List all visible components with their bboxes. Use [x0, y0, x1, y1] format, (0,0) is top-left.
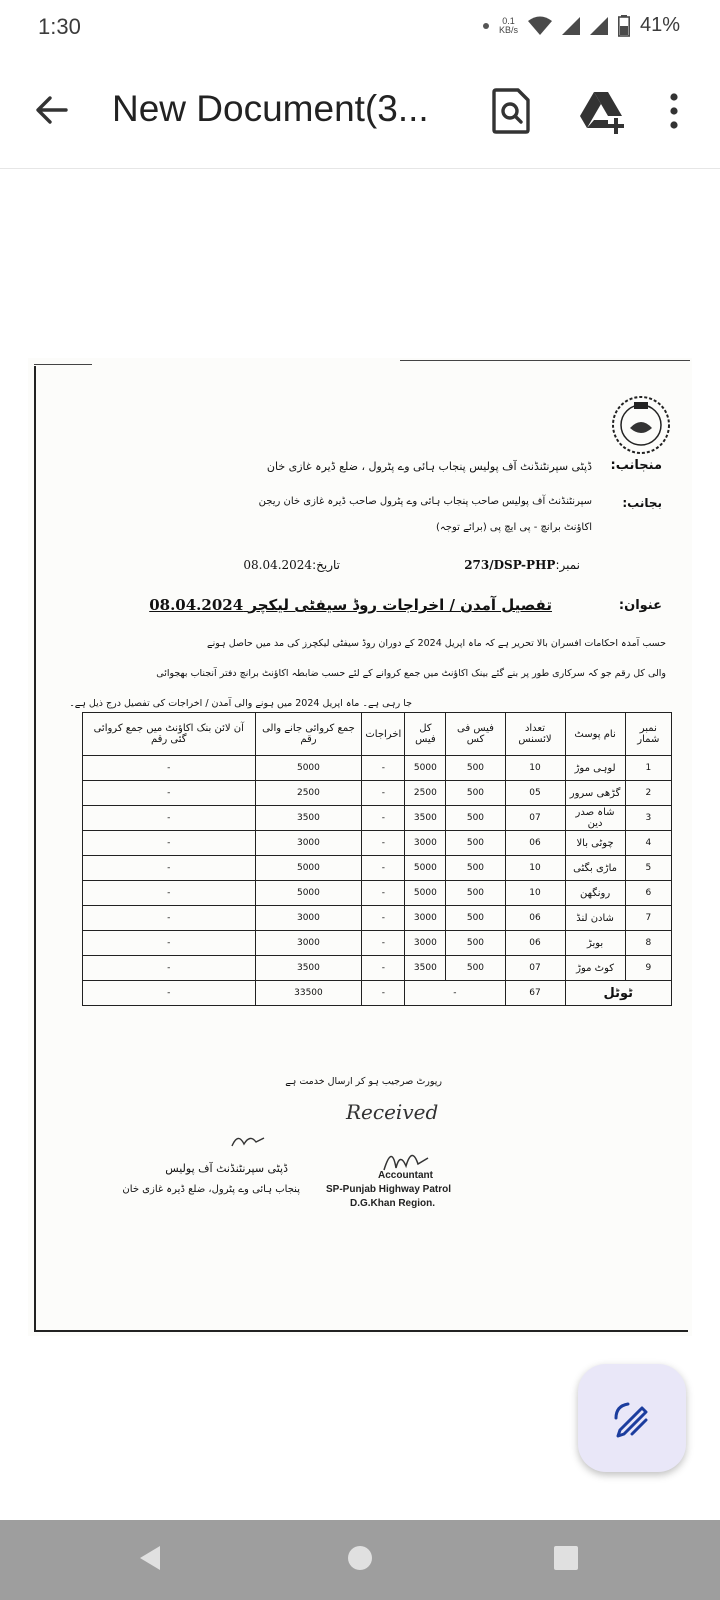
cell-deposited-amount: 3000 — [255, 931, 362, 956]
to-text: ڈپٹی سپرنٹنڈنٹ آف پولیس پنجاب ہائی وے پٹرول ، ضلع ڈیرہ غازی خان — [266, 460, 592, 473]
cell-license-count: 07 — [505, 806, 565, 831]
cell-serial: 3 — [625, 806, 671, 831]
scanned-document-page — [28, 358, 692, 1336]
col-post-name: نام پوسٹ — [565, 713, 625, 756]
cell-expenses: - — [362, 881, 405, 906]
table-row — [83, 906, 672, 931]
cell-serial: 7 — [625, 906, 671, 931]
nav-home-icon[interactable] — [344, 1542, 376, 1574]
cell-expenses: - — [362, 956, 405, 981]
col-online-amount: آن لائن بنک اکاؤنٹ میں جمع کروائی گئی رقم — [83, 713, 256, 756]
cell-serial: 2 — [625, 781, 671, 806]
table-total-row — [83, 981, 672, 1006]
more-vertical-icon — [664, 88, 684, 134]
cell-expenses: - — [362, 756, 405, 781]
cell-deposited-amount: 3000 — [255, 831, 362, 856]
cell-total-fee: 3000 — [405, 831, 446, 856]
cell-serial: 6 — [625, 881, 671, 906]
document-search-icon — [488, 86, 534, 136]
cell-deposited-amount: 5000 — [255, 856, 362, 881]
cell-fee-per-person: 500 — [446, 881, 505, 906]
cell-fee-per-person: 500 — [446, 931, 505, 956]
cell-fee-per-person: 500 — [446, 956, 505, 981]
table-row — [83, 856, 672, 881]
table-row — [83, 831, 672, 856]
cell-license-count: 05 — [505, 781, 565, 806]
accountant-region: D.G.Khan Region. — [350, 1198, 435, 1209]
cell-expenses: - — [362, 906, 405, 931]
table-row — [83, 881, 672, 906]
cell-total-fee: 3500 — [405, 956, 446, 981]
battery-icon — [618, 15, 630, 37]
page-border-top-right — [400, 360, 690, 361]
table-row — [83, 806, 672, 831]
from-label: بجانب: — [622, 496, 662, 510]
subject-line: تفصیل آمدن / اخراجات روڈ سیفٹی لیکچر 08.04.2024 — [149, 596, 552, 614]
status-bar — [0, 0, 720, 56]
cell-serial: 1 — [625, 756, 671, 781]
total-licenses: 67 — [505, 981, 565, 1006]
col-total-fee: کل فیس — [405, 713, 446, 756]
cell-deposited-amount: 5000 — [255, 756, 362, 781]
cell-serial: 4 — [625, 831, 671, 856]
cell-license-count: 10 — [505, 881, 565, 906]
accountant-office: SP-Punjab Highway Patrol — [326, 1184, 452, 1195]
back-button[interactable] — [30, 88, 74, 132]
cell-post-name: بوبڑ — [565, 931, 625, 956]
cell-expenses: - — [362, 781, 405, 806]
cell-expenses: - — [362, 931, 405, 956]
col-serial: نمبر شمار — [625, 713, 671, 756]
attention-text: اکاؤنٹ برانچ - پی ایچ پی (برائے توجہ) — [436, 522, 592, 533]
cell-total-fee: 3500 — [405, 806, 446, 831]
document-title: New Document(3... — [112, 88, 429, 129]
body-paragraph-line-1: حسب آمدہ احکامات افسران بالا تحریر ہے کہ ماہ اپریل 2024 کے دوران روڈ سیفٹی لیکچرز کی مد میں حاصل ہونے — [207, 638, 666, 649]
signal-icon — [562, 17, 580, 35]
cell-deposited-amount: 2500 — [255, 781, 362, 806]
cell-post-name: شاہ صدر دین — [565, 806, 625, 831]
cell-total-fee: 5000 — [405, 881, 446, 906]
cell-deposited-amount: 3500 — [255, 806, 362, 831]
cell-expenses: - — [362, 806, 405, 831]
cell-online-amount: - — [83, 781, 256, 806]
page-border-bottom — [34, 1330, 688, 1332]
table-header-row — [83, 713, 672, 756]
search-in-document-button[interactable] — [488, 86, 534, 136]
letter-date: تاریخ:08.04.2024 — [243, 558, 340, 572]
document-viewer[interactable] — [0, 170, 720, 1318]
cell-fee-per-person: 500 — [446, 781, 505, 806]
nav-back-icon[interactable] — [136, 1542, 164, 1574]
cell-online-amount: - — [83, 856, 256, 881]
received-handwriting: Received — [346, 1100, 439, 1124]
cell-serial: 8 — [625, 931, 671, 956]
cell-expenses: - — [362, 831, 405, 856]
edit-document-button[interactable] — [578, 1364, 686, 1472]
page-border-left — [34, 366, 36, 1332]
police-emblem-icon — [610, 394, 672, 456]
page-border-top — [34, 364, 92, 365]
to-label: منجانب: — [610, 458, 662, 473]
cell-license-count: 06 — [505, 931, 565, 956]
cell-online-amount: - — [83, 806, 256, 831]
letter-number: نمبر:273/DSP-PHP — [464, 558, 580, 572]
table-row — [83, 756, 672, 781]
income-expense-table — [82, 712, 672, 1006]
cell-total-fee: 5000 — [405, 856, 446, 881]
cell-post-name: لوہی موڑ — [565, 756, 625, 781]
cell-fee-per-person: 500 — [446, 856, 505, 881]
cell-online-amount: - — [83, 756, 256, 781]
cell-post-name: کوٹ موڑ — [565, 956, 625, 981]
cell-online-amount: - — [83, 956, 256, 981]
dsp-signature-icon — [228, 1130, 268, 1152]
cell-online-amount: - — [83, 831, 256, 856]
cell-post-name: ماڑی بگٹی — [565, 856, 625, 881]
cell-fee-per-person: 500 — [446, 906, 505, 931]
status-time: 1:30 — [38, 14, 81, 39]
cell-online-amount: - — [83, 906, 256, 931]
col-fee-per-person: فیس فی کس — [446, 713, 505, 756]
cell-license-count: 10 — [505, 756, 565, 781]
status-icons — [483, 14, 680, 37]
table-row — [83, 956, 672, 981]
add-to-drive-button[interactable] — [578, 86, 628, 136]
report-line: رپورٹ صرجیب ہو کر ارسال خدمت ہے — [285, 1076, 442, 1087]
table-row — [83, 781, 672, 806]
body-paragraph-line-2: والی کل رقم جو کہ سرکاری طور پر بنے گئے بینک اکاؤنٹ میں جمع کروانے کے لئے حسب ضابطہ اکاؤنٹ برانچ دفتر آنجناب بھجوائی — [156, 668, 666, 679]
cell-post-name: رونگھن — [565, 881, 625, 906]
cell-post-name: شادن لنڈ — [565, 906, 625, 931]
cell-online-amount: - — [83, 881, 256, 906]
cell-total-fee: 3000 — [405, 931, 446, 956]
cell-total-fee: 3000 — [405, 906, 446, 931]
more-options-button[interactable] — [664, 88, 684, 134]
table-row — [83, 931, 672, 956]
wifi-icon — [528, 16, 552, 36]
battery-percent: 41% — [639, 14, 680, 36]
cell-fee-per-person: 500 — [446, 806, 505, 831]
total-expenses: - — [362, 981, 405, 1006]
cell-post-name: گڑھی سرور — [565, 781, 625, 806]
from-text: سپرنٹنڈنٹ آف پولیس صاحب پنجاب ہائی وے پٹرول صاحب ڈیرہ غازی خان ریجن — [258, 496, 592, 507]
cell-serial: 9 — [625, 956, 671, 981]
cell-fee-per-person: 500 — [446, 831, 505, 856]
cell-serial: 5 — [625, 856, 671, 881]
accountant-title: Accountant — [378, 1170, 433, 1181]
total-online: - — [83, 981, 256, 1006]
col-deposited-amount: جمع کروائی جانے والی رقم — [255, 713, 362, 756]
cell-license-count: 06 — [505, 906, 565, 931]
edit-pen-icon — [612, 1398, 652, 1438]
col-expenses: اخراجات — [362, 713, 405, 756]
net-speed: 0.1 KB/s — [498, 15, 518, 35]
subject-label: عنوان: — [618, 598, 662, 613]
google-drive-add-icon — [578, 86, 628, 136]
cell-license-count: 06 — [505, 831, 565, 856]
cell-total-fee: 5000 — [405, 756, 446, 781]
app-bar — [0, 56, 720, 169]
total-fee: - — [405, 981, 505, 1006]
arrow-left-icon — [30, 88, 74, 132]
cell-post-name: چوٹی بالا — [565, 831, 625, 856]
total-label: ٹوٹل — [565, 981, 671, 1006]
notification-dot-icon — [483, 23, 489, 29]
cell-deposited-amount: 3500 — [255, 956, 362, 981]
system-navigation-bar — [0, 1520, 720, 1600]
cell-total-fee: 2500 — [405, 781, 446, 806]
nav-recents-icon[interactable] — [552, 1542, 580, 1574]
col-license-count: تعداد لائسنس — [505, 713, 565, 756]
cell-fee-per-person: 500 — [446, 756, 505, 781]
body-paragraph-line-3: جا رہی ہے۔ ماہ اپریل 2024 میں ہونے والی آمدن / اخراجات کی تفصیل درج ذیل ہے۔ — [69, 698, 412, 709]
signatory-office: پنجاب ہائی وے پٹرول، ضلع ڈیرہ غازی خان — [122, 1184, 300, 1195]
cell-online-amount: - — [83, 931, 256, 956]
cell-license-count: 07 — [505, 956, 565, 981]
cell-expenses: - — [362, 856, 405, 881]
cell-deposited-amount: 5000 — [255, 881, 362, 906]
cell-license-count: 10 — [505, 856, 565, 881]
cell-deposited-amount: 3000 — [255, 906, 362, 931]
signatory-title: ڈپٹی سپرنٹنڈنٹ آف پولیس — [165, 1162, 288, 1175]
table-body — [83, 756, 672, 981]
signal-2-icon — [590, 17, 608, 35]
total-deposited: 33500 — [255, 981, 362, 1006]
